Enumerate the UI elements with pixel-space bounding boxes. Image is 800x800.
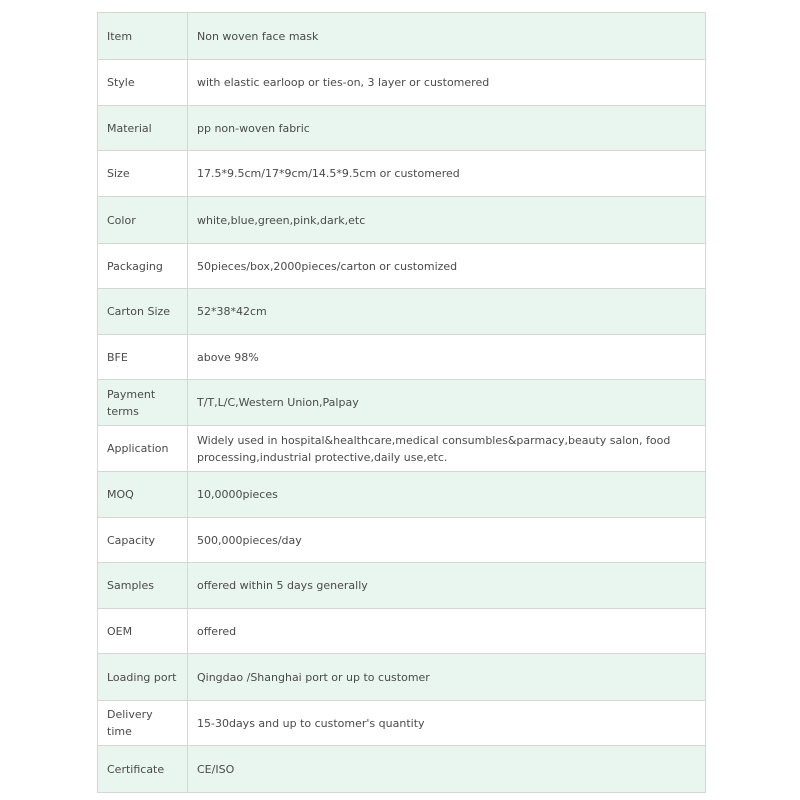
row-label: OEM [98,609,188,654]
table-row [98,244,706,289]
row-value: CE/ISO [188,746,706,793]
table-row [98,106,706,151]
row-label: Carton Size [98,289,188,335]
row-value: white,blue,green,pink,dark,etc [188,197,706,244]
table-row [98,335,706,380]
row-value: T/T,L/C,Western Union,Palpay [188,380,706,426]
row-value: offered within 5 days generally [188,563,706,609]
row-value: 15-30days and up to customer's quantity [188,701,706,746]
row-value: offered [188,609,706,654]
row-label: Payment terms [98,380,188,426]
table-row [98,13,706,60]
row-value: pp non-woven fabric [188,106,706,151]
table-row [98,60,706,106]
table-row [98,609,706,654]
row-value: 52*38*42cm [188,289,706,335]
row-value: 500,000pieces/day [188,518,706,563]
row-label: Color [98,197,188,244]
table-row [98,563,706,609]
table-row [98,151,706,197]
row-label: Application [98,426,188,472]
row-label: Certificate [98,746,188,793]
table-row [98,701,706,746]
table-row [98,518,706,563]
row-value: Qingdao /Shanghai port or up to customer [188,654,706,701]
row-label: Material [98,106,188,151]
row-value: 17.5*9.5cm/17*9cm/14.5*9.5cm or customered [188,151,706,197]
row-label: Size [98,151,188,197]
row-value: Widely used in hospital&healthcare,medical consumbles&parmacy,beauty salon, food processing,industrial protective,daily use,etc. [188,426,706,472]
table-row [98,426,706,472]
table-row [98,472,706,518]
row-label: Samples [98,563,188,609]
row-label: Style [98,60,188,106]
row-value: 50pieces/box,2000pieces/carton or customized [188,244,706,289]
row-label: Item [98,13,188,60]
table-row [98,380,706,426]
row-value: Non woven face mask [188,13,706,60]
row-label: Capacity [98,518,188,563]
table-row [98,746,706,793]
table-row [98,289,706,335]
table-row [98,654,706,701]
spec-table [97,12,706,793]
table-row [98,197,706,244]
row-label: BFE [98,335,188,380]
row-value: 10,0000pieces [188,472,706,518]
row-value: above 98% [188,335,706,380]
row-label: Loading port [98,654,188,701]
row-value: with elastic earloop or ties-on, 3 layer or customered [188,60,706,106]
row-label: Delivery time [98,701,188,746]
row-label: Packaging [98,244,188,289]
row-label: MOQ [98,472,188,518]
